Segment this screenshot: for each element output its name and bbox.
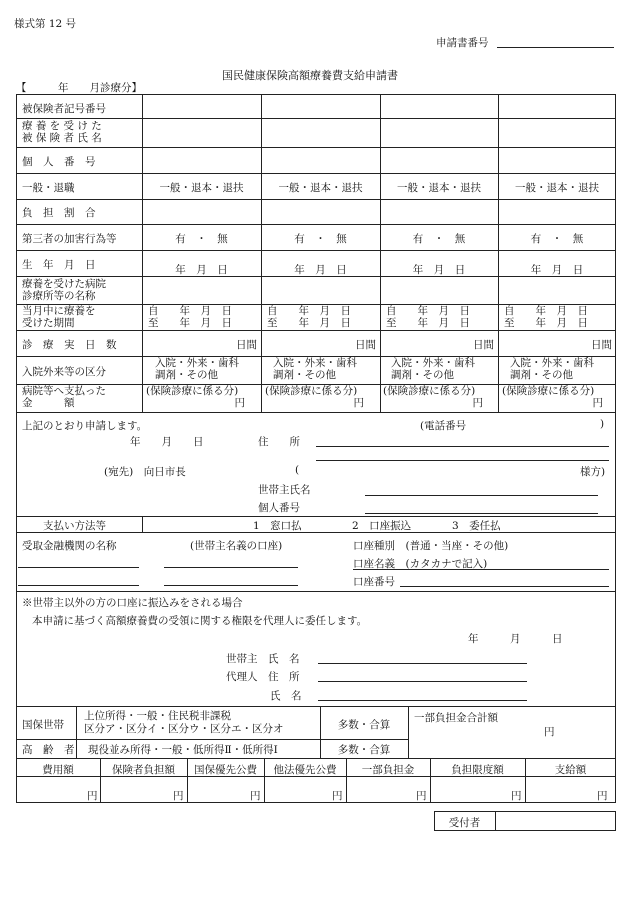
application-date[interactable]: 年 月 日 — [130, 436, 204, 448]
other-public-yen[interactable]: 円 — [332, 790, 343, 802]
category-option-2[interactable]: 調剤・その他 — [510, 369, 573, 381]
kokuho-public-yen[interactable]: 円 — [250, 790, 261, 802]
payment-option-transfer[interactable]: 2 口座振込 — [352, 520, 412, 532]
paid-yen: 円 — [234, 397, 245, 409]
header-partial-burden: 一部負担金 — [361, 764, 415, 776]
paid-yen: 円 — [353, 397, 364, 409]
paid-amount-label-1: 病院等へ支払った — [22, 385, 106, 397]
paid-note: (保険診療に係る分) — [146, 385, 239, 397]
period-to-field[interactable]: 至 年 月 日 — [267, 317, 351, 329]
form-number: 様式第 12 号 — [14, 18, 77, 30]
third-party-label: 第三者の加害行為等 — [22, 233, 117, 245]
insured-number-label: 被保険者記号番号 — [22, 103, 106, 115]
form-title: 国民健康保険高額療養費支給申請書 — [222, 69, 398, 82]
hospital-name-label-2: 診療所等の名称 — [22, 290, 96, 302]
delegation-text: 本申請に基づく高額療養費の受領に関する権限を代理人に委任します。 — [32, 615, 368, 627]
payment-method-label: 支払い方法等 — [43, 520, 106, 532]
treatment-days-label: 診 療 実 日 数 — [22, 339, 117, 351]
period-from-field[interactable]: 自 年 月 日 — [267, 305, 351, 317]
address-field[interactable] — [316, 446, 609, 447]
householder-account-note: (世帯主名義の口座) — [190, 540, 283, 552]
receiver-label: 受付者 — [448, 817, 481, 829]
treatment-period-label: 【 年 月診療分】 — [16, 82, 142, 94]
third-party-option[interactable]: 有 ・ 無 — [294, 233, 347, 245]
bank-name-field[interactable] — [18, 567, 139, 568]
header-insurer-share: 保険者負担額 — [112, 764, 175, 776]
patient-name-label-2: 被 保 険 者 氏 名 — [22, 132, 102, 144]
treatment-period-row-label-1: 当月中に療養を — [22, 305, 96, 317]
patient-name-label-1: 療 養 を 受 け た — [22, 120, 102, 132]
burden-limit-yen[interactable]: 円 — [511, 790, 522, 802]
delegation-householder-name-label: 世帯主 氏 名 — [226, 653, 300, 665]
category-option-2[interactable]: 調剤・その他 — [155, 369, 218, 381]
cost-yen[interactable]: 円 — [87, 790, 98, 802]
category-option-1[interactable]: 入院・外来・歯科 — [155, 357, 239, 369]
bank-name-label: 受取金融機関の名称 — [22, 540, 117, 552]
general-option[interactable]: 一般・退本・退扶 — [397, 182, 481, 194]
general-option[interactable]: 一般・退本・退扶 — [515, 182, 599, 194]
application-number-label: 申請書番号 — [436, 37, 489, 49]
elderly-income-line[interactable]: 現役並み所得・一般・低所得Ⅱ・低所得Ⅰ — [88, 744, 278, 756]
addressee: (宛先) 向日市長 — [104, 466, 186, 478]
birth-date-label: 生 年 月 日 — [22, 259, 96, 271]
phone-label: (電話番号 — [420, 420, 467, 432]
kokuho-household-label: 国保世帯 — [22, 719, 64, 731]
paid-amount-label-2: 金 額 — [22, 397, 75, 409]
period-from-field[interactable]: 自 年 月 日 — [504, 305, 588, 317]
delegation-householder-name-field[interactable] — [318, 663, 527, 664]
kokuho-income-line1[interactable]: 上位所得・一般・住民税非課税 — [84, 710, 231, 722]
elderly-label: 高 齢 者 — [22, 744, 75, 756]
care-of-label: 様方) — [580, 466, 606, 478]
application-number-field[interactable] — [497, 47, 614, 48]
category-option-1[interactable]: 入院・外来・歯科 — [391, 357, 475, 369]
header-payment-amount: 支給額 — [554, 764, 587, 776]
payment-option-window[interactable]: 1 窓口払 — [253, 520, 302, 532]
third-party-option[interactable]: 有 ・ 無 — [175, 233, 228, 245]
agent-address-label: 代理人 住 所 — [226, 671, 300, 683]
agent-name-field[interactable] — [318, 700, 527, 701]
category-option-2[interactable]: 調剤・その他 — [273, 369, 336, 381]
inpatient-category-label: 入院外来等の区分 — [22, 366, 106, 378]
account-name-field[interactable] — [353, 569, 609, 570]
insurer-share-yen[interactable]: 円 — [173, 790, 184, 802]
personal-number-label: 個 人 番 号 — [22, 156, 96, 168]
partial-burden-yen[interactable]: 円 — [416, 790, 427, 802]
branch-name-field-line2[interactable] — [164, 585, 298, 586]
category-option-2[interactable]: 調剤・その他 — [391, 369, 454, 381]
account-number-label: 口座番号 — [353, 576, 395, 588]
days-field[interactable]: 日間 — [473, 339, 494, 351]
account-number-field[interactable] — [400, 586, 609, 587]
householder-personal-number-field[interactable] — [365, 513, 598, 514]
payment-method-row — [16, 516, 616, 533]
burden-ratio-label: 負 担 割 合 — [22, 207, 96, 219]
householder-name-label: 世帯主氏名 — [258, 484, 311, 496]
treatment-period-row-label-2: 受けた期間 — [22, 317, 75, 329]
kokuho-income-line2[interactable]: 区分ア・区分イ・区分ウ・区分エ・区分オ — [84, 723, 284, 735]
general-retired-label: 一般・退職 — [22, 182, 75, 194]
header-burden-limit: 負担限度額 — [451, 764, 504, 776]
application-statement: 上記のとおり申請します。 — [22, 420, 148, 432]
third-party-option[interactable]: 有 ・ 無 — [530, 233, 584, 245]
address-label: 住 所 — [258, 436, 300, 448]
category-option-1[interactable]: 入院・外来・歯科 — [510, 357, 594, 369]
period-to-field[interactable]: 至 年 月 日 — [148, 317, 232, 329]
header-cost: 費用額 — [42, 764, 74, 776]
period-to-field[interactable]: 至 年 月 日 — [386, 317, 470, 329]
paid-note: (保険診療に係る分) — [502, 385, 595, 397]
householder-name-field[interactable] — [365, 495, 598, 496]
householder-personal-number-label: 個人番号 — [258, 502, 300, 514]
phone-close: ) — [600, 418, 605, 430]
birth-date-field[interactable]: 年 月 日 — [530, 264, 584, 276]
category-option-1[interactable]: 入院・外来・歯科 — [273, 357, 357, 369]
kokuho-multi-option[interactable]: 多数・合算 — [337, 719, 391, 731]
birth-date-field[interactable]: 年 月 日 — [175, 264, 228, 276]
partial-total-label: 一部負担金合計額 — [414, 712, 498, 724]
delegation-heading: ※世帯主以外の方の口座に振込みをされる場合 — [22, 597, 243, 609]
third-party-option[interactable]: 有 ・ 無 — [412, 233, 466, 245]
account-name-label: 口座名義 (カタカナで記入) — [353, 558, 488, 570]
care-of-open: ( — [295, 464, 300, 476]
elderly-multi-option[interactable]: 多数・合算 — [337, 744, 391, 756]
paid-yen: 円 — [472, 397, 483, 409]
header-other-public: 他法優先公費 — [273, 764, 337, 776]
payment-amount-yen[interactable]: 円 — [597, 790, 608, 802]
agent-address-field[interactable] — [318, 681, 527, 682]
period-to-field[interactable]: 至 年 月 日 — [504, 317, 588, 329]
period-from-field[interactable]: 自 年 月 日 — [148, 305, 232, 317]
partial-total-yen: 円 — [544, 726, 555, 738]
period-from-field[interactable]: 自 年 月 日 — [386, 305, 470, 317]
paid-note: (保険診療に係る分) — [265, 385, 358, 397]
birth-date-field[interactable]: 年 月 日 — [294, 264, 347, 276]
days-field[interactable]: 日間 — [591, 339, 612, 351]
general-option[interactable]: 一般・退本・退扶 — [278, 182, 363, 194]
days-field[interactable]: 日間 — [236, 339, 257, 351]
header-kokuho-public: 国保優先公費 — [194, 764, 257, 776]
paid-yen: 円 — [592, 397, 603, 409]
days-field[interactable]: 日間 — [355, 339, 376, 351]
delegation-date[interactable]: 年 月 日 — [468, 633, 563, 645]
payment-option-delegated[interactable]: 3 委任払 — [452, 520, 501, 532]
account-type-label[interactable]: 口座種別 (普通・当座・その他) — [353, 540, 509, 552]
birth-date-field[interactable]: 年 月 日 — [412, 264, 466, 276]
hospital-name-label-1: 療養を受けた病院 — [22, 278, 106, 290]
agent-name-label: 氏 名 — [270, 690, 302, 702]
bank-name-field-line2[interactable] — [18, 585, 139, 586]
address-field-line2[interactable] — [316, 460, 609, 461]
branch-name-field[interactable] — [164, 567, 298, 568]
paid-note: (保険診療に係る分) — [383, 385, 476, 397]
general-option[interactable]: 一般・退本・退扶 — [159, 182, 244, 194]
